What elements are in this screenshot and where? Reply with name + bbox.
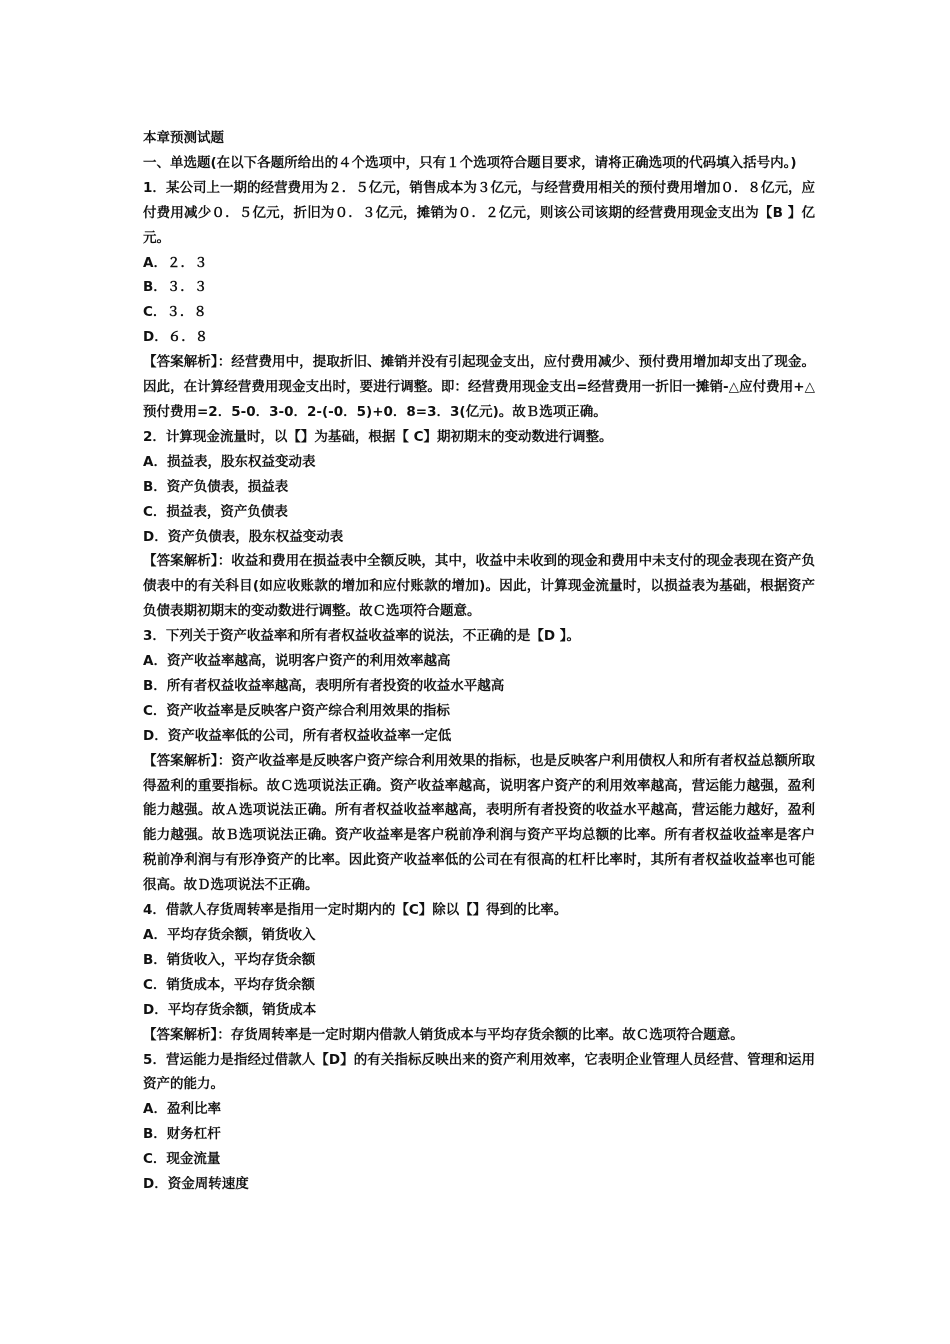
question-4-option-b: B．销货收入，平均存货余额 <box>143 951 316 968</box>
question-5-option-c: C．现金流量 <box>143 1151 221 1168</box>
question-1-analysis: 【答案解析】：经营费用中，提取折旧、摊销并没有引起现金支出，应付费用减少、预付费用增加却支出了现金。因此，在计算经营费用现金支出时，要进行调整。即：经营费用现金支出=经营费用一折旧一摊销-△应付费用+△预付费用=2．5-0．3-0．2-(-0．5)+0．8=3．3(亿元)。故Ｂ选项正确。 <box>143 354 815 420</box>
question-1-option-b: B．３．３ <box>143 279 208 296</box>
question-4-analysis: 【答案解析】：存货周转率是一定时期内借款人销货成本与平均存货余额的比率。故Ｃ选项符合题意。 <box>143 1026 744 1043</box>
question-2-analysis: 【答案解析】：收益和费用在损益表中全额反映，其中，收益中未收到的现金和费用中未支付的现金表现在资产负债表中的有关科目(如应收账款的增加和应付账款的增加)。因此，计算现金流量时，以损益表为基础，根据资产负债表期初期末的变动数进行调整。故Ｃ选项符合题意。 <box>143 553 815 620</box>
question-4-option-a: A．平均存货余额，销货收入 <box>143 927 316 943</box>
question-5-option-d: D．资金周转速度 <box>143 1176 249 1193</box>
question-2-stem: 2．计算现金流量时，以【】为基础，根据【 C】期初期末的变动数进行调整。 <box>143 428 613 445</box>
question-3-option-a: A．资产收益率越高，说明客户资产的利用效率越高 <box>143 653 451 670</box>
question-1-option-d: D．６．８ <box>143 329 209 346</box>
document-title: 本章预测试题 <box>143 130 224 146</box>
question-3-analysis: 【答案解析】：资产收益率是反映客户资产综合利用效果的指标，也是反映客户利用债权人和所有者权益总额所取得盈利的重要指标。故Ｃ选项说法正确。资产收益率越高，说明客户资产的利用效率越高，营运能力越强，盈利能力越强。故Ａ选项说法正确。所有者权益收益率越高，表明所有者投资的收益水平越高，营运能力越好，盈利能力越强。故Ｂ选项说法正确。资产收益率是客户税前净利润与资产平均总额的比率。所有者权益收益率是客户税前净利润与有形净资产的比率。因此资产收益率低的公司在有很高的杠杆比率时，其所有者权益收益率也可能很高。故Ｄ选项说法不正确。 <box>143 752 815 894</box>
question-2-option-c: C．损益表，资产负债表 <box>143 503 288 520</box>
question-3-stem: 3．下列关于资产收益率和所有者权益收益率的说法，不正确的是【D 】。 <box>143 628 581 645</box>
question-5-option-a: A．盈利比率 <box>143 1101 221 1118</box>
question-5-stem: 5．营运能力是指经过借款人【D】的有关指标反映出来的资产利用效率，它表明企业管理人员经营、管理和运用资产的能力。 <box>143 1051 815 1093</box>
question-3-option-c: C．资产收益率是反映客户资产综合利用效果的指标 <box>143 702 450 719</box>
section-heading: 一、单选题(在以下各题所给出的４个选项中，只有１个选项符合题目要求，请将正确选项的代码填入括号内。) <box>143 154 797 171</box>
question-4-stem: 4．借款人存货周转率是指用一定时期内的【C】除以【】得到的比率。 <box>143 902 568 919</box>
question-3-option-b: B．所有者权益收益率越高，表明所有者投资的收益水平越高 <box>143 677 505 694</box>
question-5-option-b: B．财务杠杆 <box>143 1126 221 1143</box>
question-4-option-d: D．平均存货余额，销货成本 <box>143 1001 317 1018</box>
question-2-option-a: A．损益表，股东权益变动表 <box>143 453 316 470</box>
question-1-stem: 1．某公司上一期的经营费用为２．５亿元，销售成本为３亿元，与经营费用相关的预付费用增加０．８亿元，应付费用减少０．５亿元，折旧为０．３亿元，摊销为０．２亿元，则该公司该期的经营费用现金支出为【B 】亿元。 <box>143 179 815 246</box>
question-3-option-d: D．资产收益率低的公司，所有者权益收益率一定低 <box>143 727 452 744</box>
question-1-option-a: A．２．３ <box>143 254 208 271</box>
question-4-option-c: C．销货成本，平均存货余额 <box>143 976 315 993</box>
question-2-option-b: B．资产负债表，损益表 <box>143 478 289 495</box>
document-page <box>143 126 815 1197</box>
question-2-option-d: D．资产负债表，股东权益变动表 <box>143 528 344 545</box>
question-1-option-c: C．３．８ <box>143 304 207 321</box>
